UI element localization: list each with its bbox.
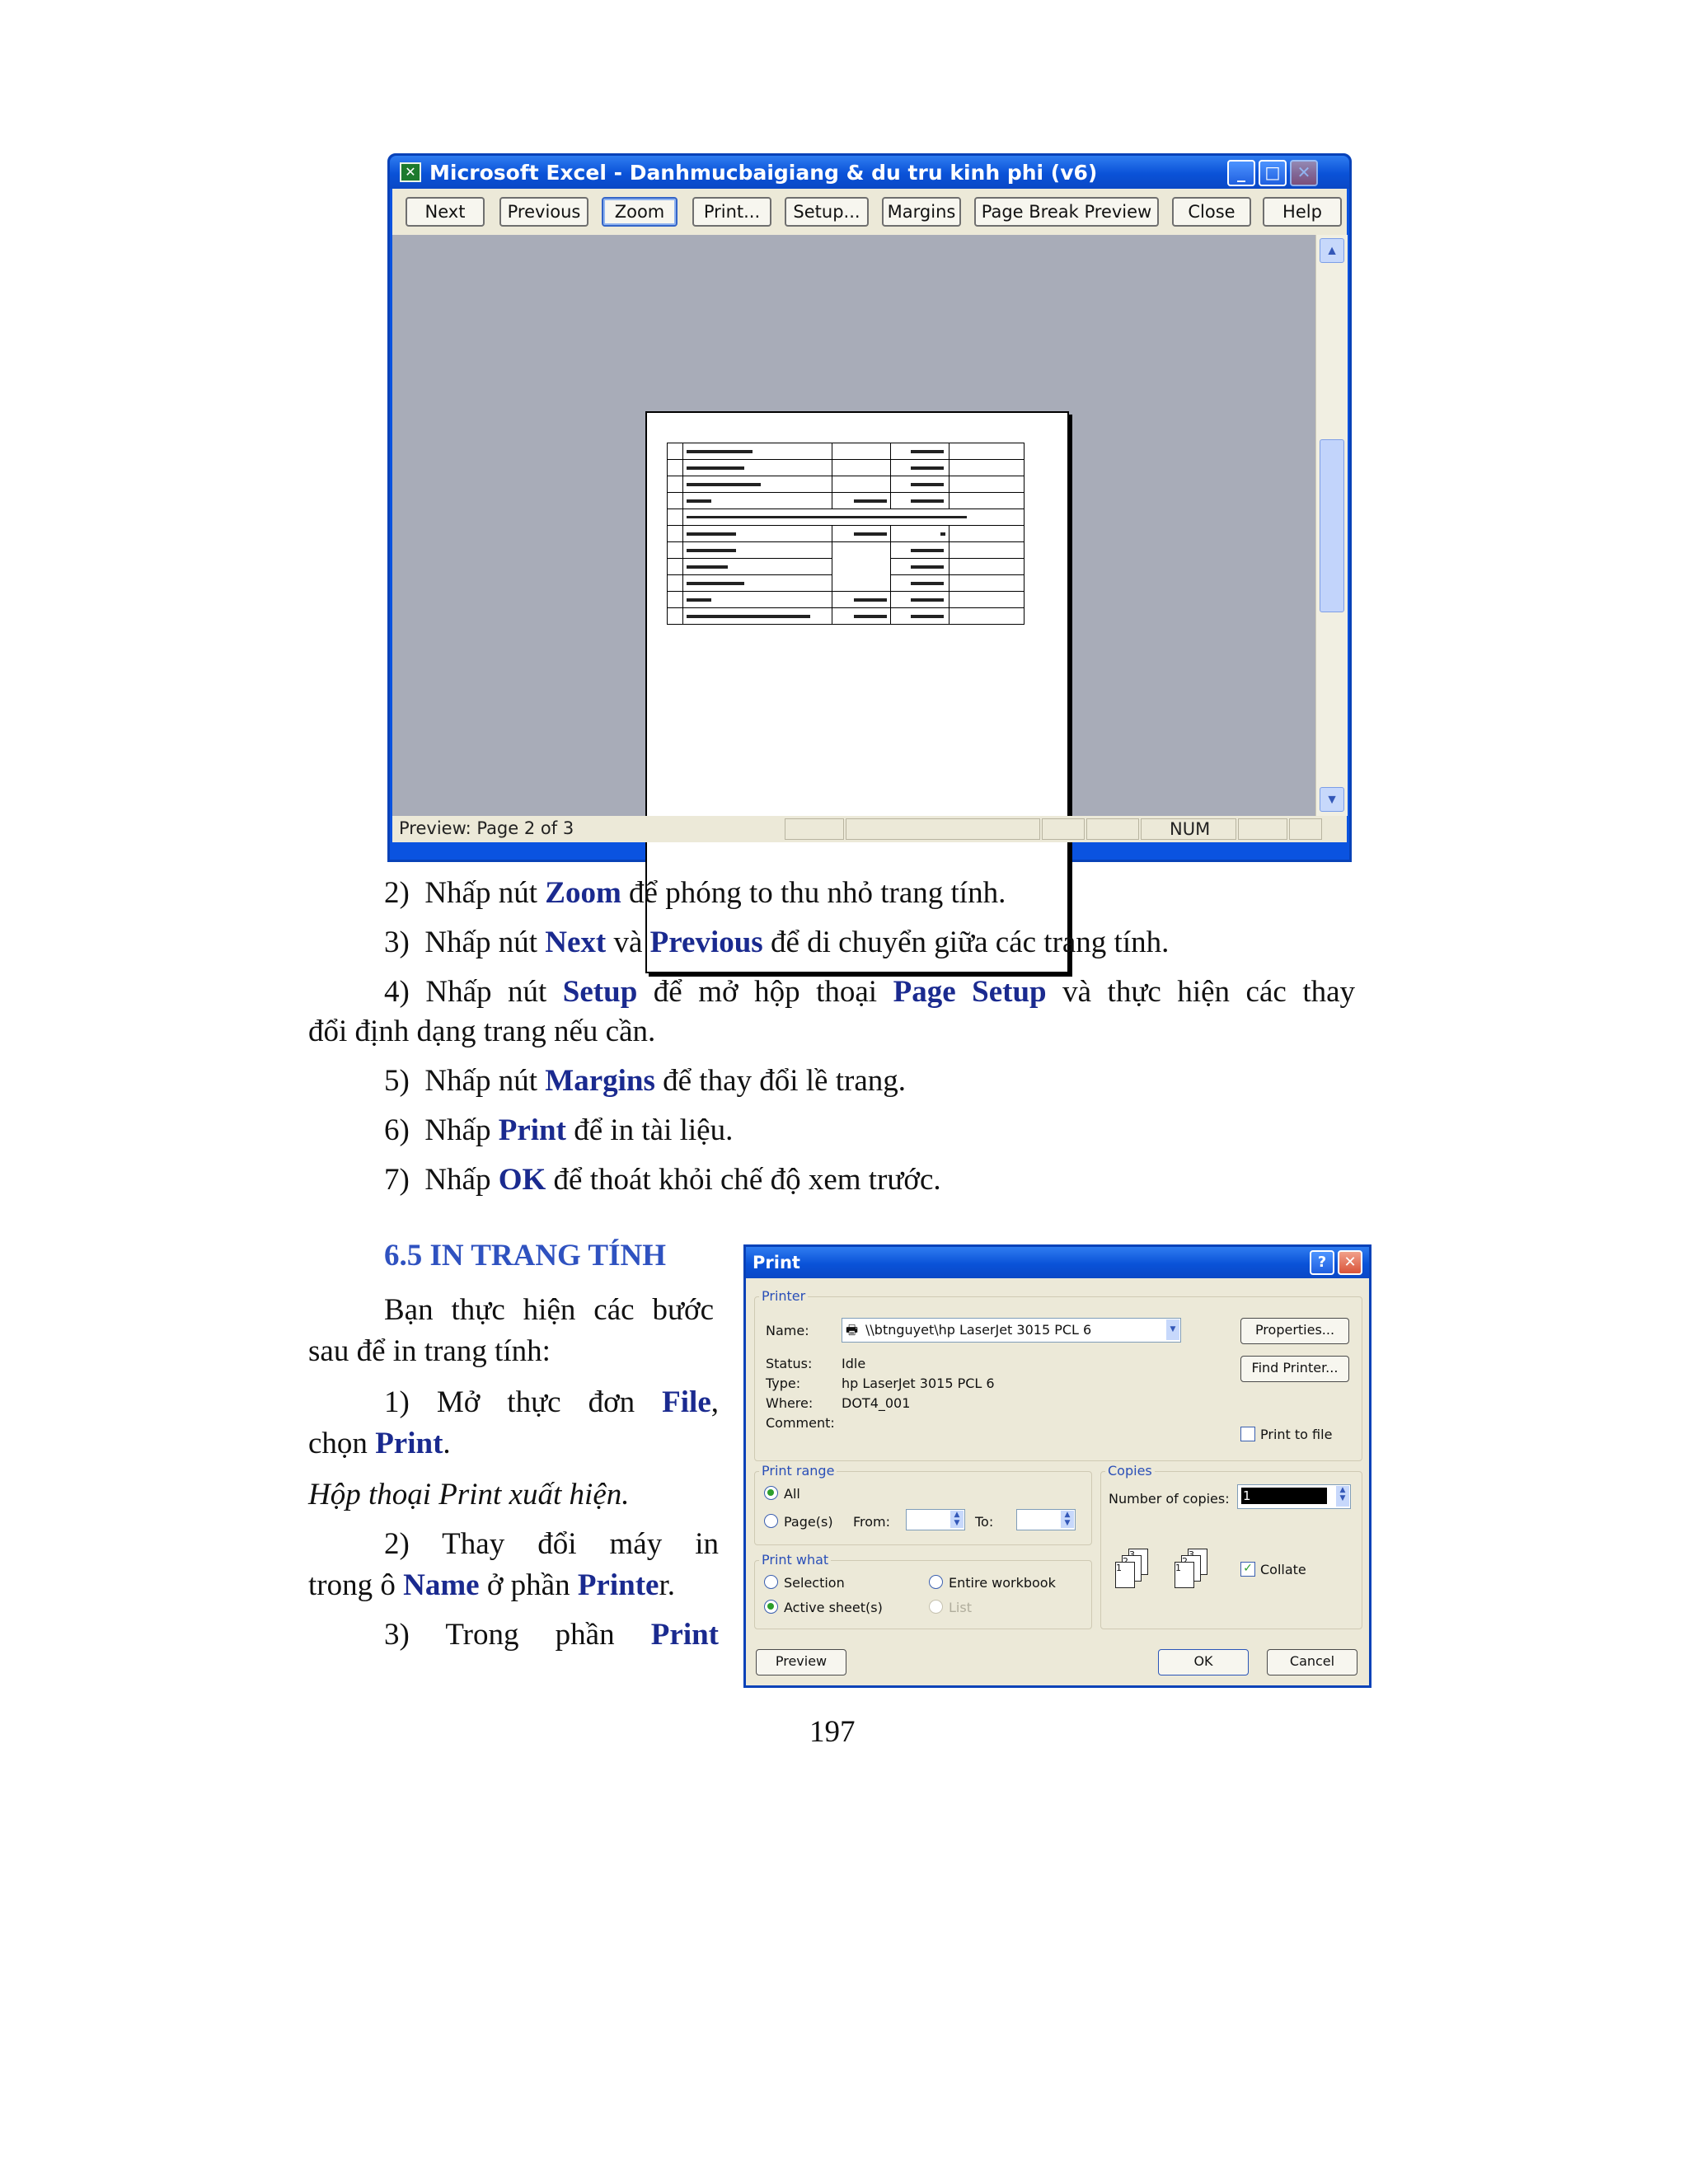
copies-label: Number of copies: [1109,1491,1230,1507]
cancel-button[interactable]: Cancel [1267,1649,1357,1675]
next-button[interactable]: Next [406,197,485,227]
range-all-label: All [784,1486,800,1502]
printer-group-label: Printer [759,1288,808,1304]
step-7: 7) Nhấp OK để thoát khỏi chế độ xem trước. [384,1163,941,1197]
num-indicator: NUM [1141,818,1236,840]
active-sheets-radio[interactable] [764,1600,778,1614]
copies-group-label: Copies [1105,1463,1155,1479]
scroll-up-icon[interactable]: ▲ [1320,238,1344,263]
page-number: 197 [809,1715,856,1749]
section-heading: 6.5 IN TRANG TÍNH [384,1239,666,1272]
print-button[interactable]: Print... [692,197,771,227]
to-input[interactable] [1016,1509,1076,1530]
preview-toolbar [392,189,1347,235]
list-radio [929,1600,943,1614]
preview-button[interactable]: Preview [756,1649,846,1675]
page-break-preview-button[interactable]: Page Break Preview [974,197,1159,227]
spin-icon[interactable]: ▲ ▼ [1061,1511,1074,1528]
active-sheets-label: Active sheet(s) [784,1600,883,1615]
step-3: 3) Nhấp nút Next và Previous để di chuyển giữa các trang tính. [384,926,1170,959]
vertical-scrollbar[interactable] [1315,235,1348,816]
print-to-file-checkbox[interactable] [1240,1427,1255,1441]
help-button[interactable]: Help [1263,197,1342,227]
type-label: Type: [766,1376,801,1391]
help-icon[interactable]: ? [1310,1250,1334,1275]
where-value: DOT4_001 [842,1395,911,1411]
collate-label: Collate [1260,1562,1306,1577]
find-printer-button[interactable]: Find Printer... [1240,1356,1349,1382]
collate-pages-icon: 1 [1114,1549,1150,1590]
from-label: From: [853,1514,891,1530]
entire-workbook-radio[interactable] [929,1575,943,1589]
status-value: Idle [842,1356,866,1371]
preview-table [667,443,1025,625]
print-to-file-label: Print to file [1260,1427,1333,1442]
printer-name-select[interactable] [842,1318,1181,1343]
print-range-label: Print range [759,1463,837,1479]
step-2: 2) Nhấp nút Zoom để phóng to thu nhỏ trang tính. [384,876,1006,910]
printer-name-value: \\btnguyet\hp LaserJet 3015 PCL 6 [865,1322,1092,1338]
maximize-icon[interactable]: □ [1259,160,1287,186]
collate-pages-icon: 1 [1173,1549,1209,1590]
status-cell [846,818,1040,840]
range-pages-label: Page(s) [784,1514,833,1530]
where-label: Where: [766,1395,814,1411]
section-step-1-line-2: chọn Print. [308,1427,451,1460]
setup-button[interactable]: Setup... [785,197,869,227]
selection-label: Selection [784,1575,845,1591]
status-label: Status: [766,1356,813,1371]
preview-status-text: Preview: Page 2 of 3 [399,818,574,838]
status-cell [1238,818,1287,840]
close-dialog-icon[interactable]: ✕ [1338,1250,1362,1275]
step-6: 6) Nhấp Print để in tài liệu. [384,1113,734,1147]
collate-checkbox[interactable]: ✓ [1240,1562,1255,1577]
list-label: List [949,1600,972,1615]
copies-input[interactable] [1237,1484,1351,1509]
copies-value: 1 [1241,1488,1327,1504]
previous-button[interactable]: Previous [499,197,588,227]
spin-icon[interactable]: ▲ ▼ [950,1511,964,1528]
range-pages-radio[interactable] [764,1514,778,1528]
section-para-line-1: Bạn thực hiện các bước [384,1293,714,1327]
section-step-2-line-2: trong ô Name ở phần Printer. [308,1568,675,1602]
step-4-line-2: đổi định dạng trang nếu cần. [308,1015,656,1048]
scroll-down-icon[interactable]: ▼ [1320,787,1344,812]
zoom-button[interactable]: Zoom [602,197,678,227]
ok-button[interactable]: OK [1158,1649,1249,1675]
section-step-1-line-1: 1) Mở thực đơn File, [384,1385,720,1419]
excel-preview-window [387,153,1352,862]
status-cell [1042,818,1085,840]
scroll-thumb[interactable] [1320,439,1344,612]
preview-area [392,235,1315,816]
spin-icon[interactable]: ▲ ▼ [1336,1486,1349,1507]
chevron-down-icon[interactable]: ▼ [1166,1319,1179,1340]
status-cell [1086,818,1139,840]
properties-button[interactable]: Properties... [1240,1318,1349,1344]
section-step-3-line-1: 3) Trong phần Print [384,1618,719,1652]
status-bar [392,816,1347,842]
excel-title-bar [390,156,1349,189]
printer-icon: 🖶 [846,1322,859,1338]
excel-window-title: Microsoft Excel - Danhmucbaigiang & du tru kinh phi (v6) [429,161,1098,185]
italic-note: Hộp thoại Print xuất hiện. [308,1478,630,1511]
excel-logo-icon: ✕ [400,162,421,182]
status-cell [1289,818,1322,840]
selection-radio[interactable] [764,1575,778,1589]
range-all-radio[interactable] [764,1486,778,1500]
section-step-2-line-1: 2) Thay đổi máy in [384,1527,719,1561]
comment-label: Comment: [766,1415,835,1431]
print-range-group [754,1471,1092,1545]
print-what-group [754,1560,1092,1629]
close-button[interactable]: Close [1172,197,1251,227]
entire-workbook-label: Entire workbook [949,1575,1056,1591]
print-dialog [743,1244,1372,1688]
step-4-line-1: 4) Nhấp nút Setup để mở hộp thoại Page Setup và thực hiện các thay [384,975,1356,1009]
status-cell [785,818,844,840]
from-input[interactable] [906,1509,965,1530]
margins-button[interactable]: Margins [882,197,961,227]
type-value: hp LaserJet 3015 PCL 6 [842,1376,995,1391]
print-dialog-title-bar [746,1247,1369,1278]
close-window-icon[interactable]: ✕ [1290,160,1318,186]
name-label: Name: [766,1323,809,1338]
print-dialog-title: Print [753,1253,800,1272]
print-what-label: Print what [759,1552,831,1568]
to-label: To: [975,1514,994,1530]
section-para-line-2: sau để in trang tính: [308,1334,551,1368]
minimize-icon[interactable]: _ [1227,160,1255,186]
step-5: 5) Nhấp nút Margins để thay đổi lề trang. [384,1064,907,1098]
